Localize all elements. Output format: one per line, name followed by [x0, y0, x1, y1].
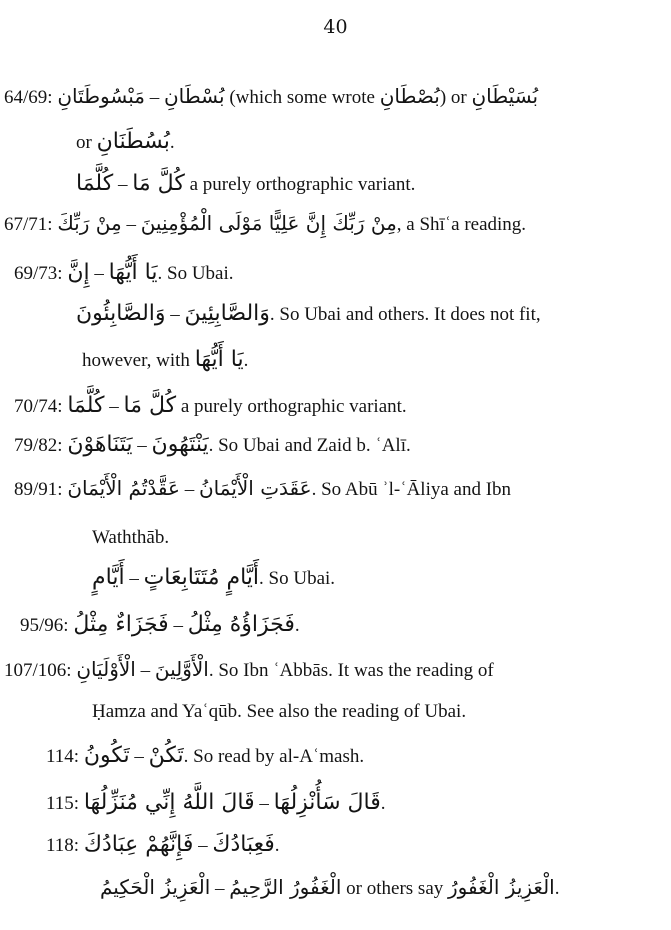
arabic-reading: كُلَّ مَا: [132, 171, 185, 196]
commentary-text: , a Shīʿa reading.: [396, 214, 527, 235]
dash-separator: –: [179, 479, 199, 500]
arabic-reading: تَكُنْ: [148, 743, 184, 768]
variant-line: [92, 702, 466, 721]
dash-separator: –: [132, 435, 152, 456]
variant-line: [46, 745, 364, 767]
variant-line: [14, 395, 407, 417]
commentary-text: .: [169, 132, 175, 153]
verse-number: 79/82:: [14, 435, 63, 456]
arabic-reading: بُسُطَنَانِ: [96, 129, 170, 154]
commentary-text: . So Abū ʾl-ʿĀliya and Ibn: [311, 479, 512, 500]
variant-line: [4, 659, 494, 680]
variant-line: [92, 528, 169, 547]
arabic-reading: يَا أَيُّهَا: [194, 347, 244, 372]
arabic-reading: قَالَ سَأُنْزِلُهَا: [273, 790, 381, 815]
arabic-variant: يَتَنَاهَوْنَ: [67, 432, 133, 457]
arabic-variant: مِنْ رَبِّكَ: [57, 211, 122, 235]
arabic-reading: وَالصَّابِئِينَ: [184, 301, 270, 326]
arabic-variant: إِنَّ: [67, 260, 90, 285]
commentary-text: .: [274, 835, 280, 856]
verse-number: 67/71:: [4, 214, 53, 235]
commentary-text: . So read by al-Aʿmash.: [183, 746, 365, 767]
verse-number: 89/91:: [14, 479, 63, 500]
arabic-reading: عَقَدَتِ الْأَيْمَانُ: [198, 476, 312, 500]
arabic-variant: قَالَ اللَّهُ إِنِّي مُنَزِّلُهَا: [83, 790, 255, 815]
verse-number: 107/106:: [4, 660, 72, 681]
variant-line: [4, 213, 526, 234]
variant-line: [100, 877, 559, 898]
variant-line: [4, 86, 538, 107]
verse-number: 114:: [46, 746, 80, 767]
dash-separator: –: [144, 87, 164, 108]
dash-separator: –: [121, 214, 141, 235]
dash-separator: –: [168, 615, 188, 636]
commentary-text: .: [243, 350, 249, 371]
commentary-text: .: [380, 793, 386, 814]
dash-separator: –: [89, 263, 109, 284]
variant-line: [14, 262, 234, 284]
arabic-reading: بُسْطَانِ: [163, 84, 225, 108]
commentary-text: . So Ubai.: [157, 263, 234, 284]
arabic-reading: الْأَوَّلِينَ: [154, 657, 209, 681]
arabic-variant: فَجَزَاءٌ مِثْلُ: [73, 612, 169, 637]
dash-separator: –: [124, 568, 144, 589]
dash-separator: –: [129, 746, 149, 767]
variant-line: [76, 173, 415, 195]
commentary-text: . So Ubai and others. It does not fit,: [269, 304, 541, 325]
dash-separator: –: [193, 835, 213, 856]
arabic-variant: عَقَّدْتُمُ الْأَيْمَانَ: [67, 476, 180, 500]
commentary-text: .: [294, 615, 300, 636]
arabic-reading: فَجَزَاؤُهُ مِثْلُ: [187, 612, 295, 637]
variant-line: [20, 614, 300, 636]
commentary-text: (which some wrote: [224, 87, 380, 108]
commentary-text: a purely orthographic variant.: [184, 174, 416, 195]
dash-separator: –: [210, 878, 230, 899]
arabic-variant: كُلَّمَا: [76, 171, 114, 196]
variant-line: [46, 834, 280, 856]
commentary-text: . So Ibn ʿAbbās. It was the reading of: [208, 660, 494, 681]
commentary-text: a purely orthographic variant.: [176, 396, 407, 417]
dash-separator: –: [165, 304, 185, 325]
arabic-reading: يَنْتَهُونَ: [151, 432, 209, 457]
arabic-variant: تَكُونُ: [83, 743, 130, 768]
commentary-text: . So Ubai and Zaid b. ʿAlī.: [208, 435, 411, 456]
arabic-reading: فَعِبَادُكَ: [212, 832, 275, 857]
arabic-variant: فَإِنَّهُمْ عِبَادُكَ: [83, 832, 194, 857]
arabic-reading: كُلَّ مَا: [123, 393, 177, 418]
verse-number: 95/96:: [20, 615, 69, 636]
arabic-variant: الْعَزِيزُ الْحَكِيمُ: [100, 875, 211, 899]
arabic-reading: الْعَزِيزُ الْغَفُورُ: [448, 875, 555, 899]
verse-number: 118:: [46, 835, 80, 856]
commentary-text: or: [76, 132, 97, 153]
arabic-reading: بُصْطَانِ: [379, 84, 440, 108]
variant-line: [14, 478, 511, 499]
verse-number: 69/73:: [14, 263, 63, 284]
arabic-reading: بُسَيْطَانِ: [471, 84, 539, 108]
arabic-variant: وَالصَّابِئُونَ: [76, 301, 166, 326]
dash-separator: –: [104, 396, 124, 417]
verse-number: 70/74:: [14, 396, 63, 417]
commentary-text: or others say: [341, 878, 449, 899]
arabic-reading: أَيَّامٍ مُتَتَابِعَاتٍ: [143, 565, 260, 590]
verse-number: 64/69:: [4, 87, 53, 108]
dash-separator: –: [113, 174, 133, 195]
commentary-text: Waththāb.: [92, 527, 170, 548]
arabic-reading: الْغَفُورُ الرَّحِيمُ: [229, 875, 342, 899]
dash-separator: –: [135, 660, 155, 681]
variant-line: [76, 131, 175, 153]
variant-line: [92, 567, 335, 589]
arabic-reading: مِنْ رَبِّكَ إِنَّ عَلِيًّا مَوْلَى الْمُؤْمِنِينَ: [140, 211, 397, 235]
variant-line: [46, 792, 386, 814]
commentary-text: . So Ubai.: [259, 568, 336, 589]
verse-number: 115:: [46, 793, 80, 814]
page-number: 40: [323, 16, 348, 38]
variant-line: [82, 349, 248, 371]
commentary-text: ) or: [439, 87, 472, 108]
variant-line: [76, 303, 541, 325]
arabic-variant: الْأَوْلَيَانِ: [76, 657, 136, 681]
commentary-text: however, with: [82, 350, 195, 371]
commentary-text: .: [554, 878, 560, 899]
dash-separator: –: [254, 793, 274, 814]
arabic-variant: كُلَّمَا: [67, 393, 105, 418]
variant-line: [14, 434, 411, 456]
arabic-variant: أَيَّامٍ: [92, 565, 125, 590]
commentary-text: Ḥamza and Yaʿqūb. See also the reading of Ubai.: [92, 701, 467, 722]
arabic-variant: مَبْسُوطَتَانِ: [57, 84, 145, 108]
arabic-reading: يَا أَيُّهَا: [108, 260, 158, 285]
